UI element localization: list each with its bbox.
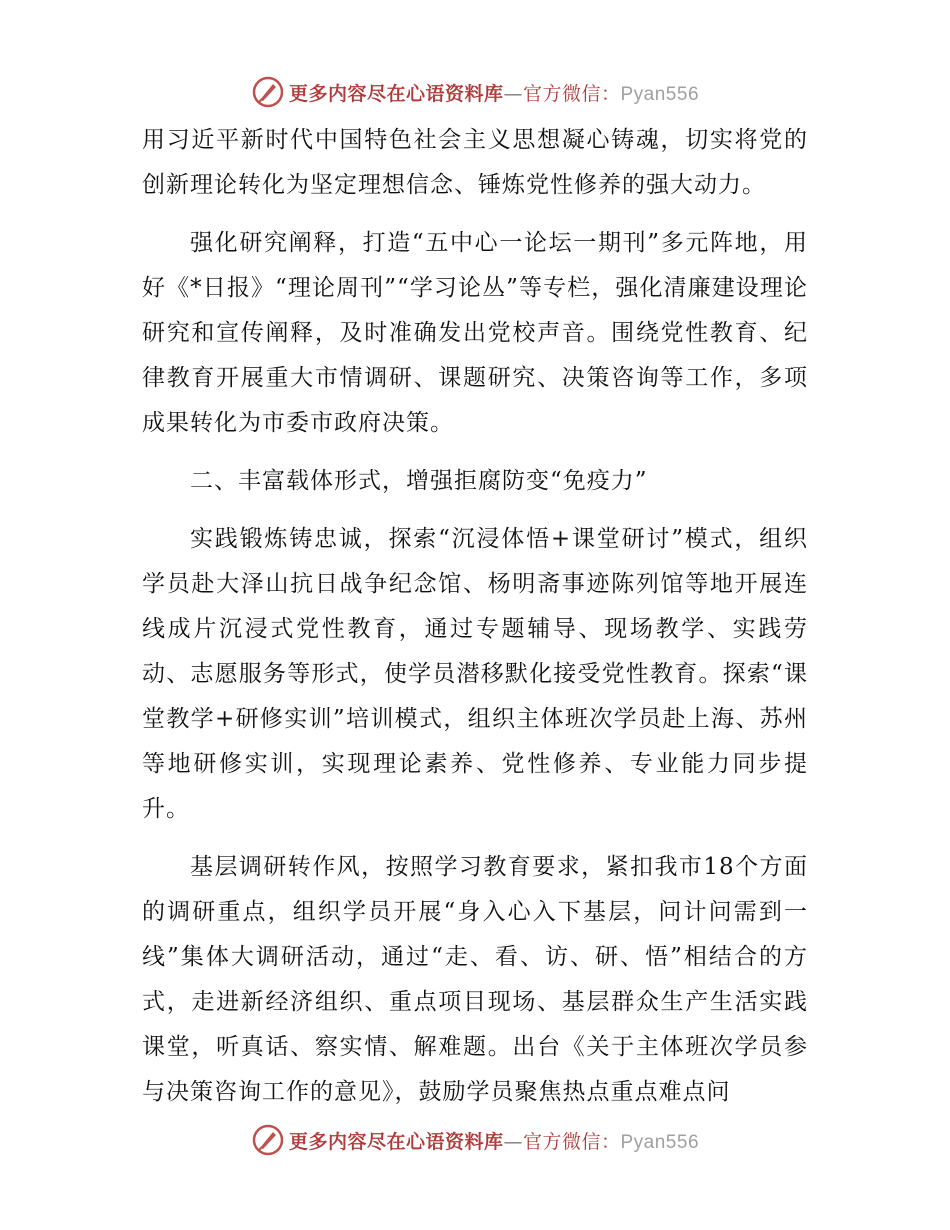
banner-text [289,79,699,106]
quill-circle-logo-icon [251,75,285,109]
quill-circle-logo-icon [251,1123,285,1157]
banner-wechat-label: 官方微信： [522,82,621,105]
paragraph-research: 强化研究阐释，打造“五中心一论坛一期刊”多元阵地，用好《*日报》“理论周刊”“学习论丛”等专栏，强化清廉建设理论研究和宣传阐释，及时准确发出党校声音。围绕党性教育、纪律教育开展重大市情调研、课题研究、决策咨询等工作，多项成果转化为市委市政府决策。 [142,230,808,436]
paragraph-continuation: 用习近平新时代中国特色社会主义思想凝心铸魂，切实将党的创新理论转化为坚定理想信念、锤炼党性修养的强大动力。 [142,127,808,198]
paragraph-grassroots: 基层调研转作风，按照学习教育要求，紧扣我市18个方面的调研重点，组织学员开展“身入心入下基层，问计问需到一线”集体大调研活动，通过“走、看、访、研、悟”相结合的方式，走进新经济组织、重点项目现场、基层群众生产生活实践课堂，听真话、察实情、解难题。出台《关于主体班次学员参与决策咨询工作的意见》，鼓励学员聚焦热点重点难点问 [142,854,808,1105]
banner-slogan: 更多内容尽在心语资料库 [288,1130,504,1153]
document-body [142,118,808,1115]
banner-separator: — [503,1130,523,1153]
header-banner [0,72,950,112]
banner-wechat-id: Pyan556 [620,1131,700,1153]
footer-banner [0,1120,950,1160]
banner-separator: — [503,82,523,105]
section-heading: 二、丰富载体形式，增强拒腐防变“免疫力” [190,468,648,494]
banner-wechat-id: Pyan556 [620,83,700,105]
banner-wechat-label: 官方微信： [522,1130,621,1153]
paragraph-practice: 实践锻炼铸忠诚，探索“沉浸体悟+课堂研讨”模式，组织学员赴大泽山抗日战争纪念馆、杨明斋事迹陈列馆等地开展连线成片沉浸式党性教育，通过专题辅导、现场教学、实践劳动、志愿服务等形式，使学员潜移默化接受党性教育。探索“课堂教学+研修实训”培训模式，组织主体班次学员赴上海、苏州等地研修实训，实现理论素养、党性修养、专业能力同步提升。 [142,526,808,822]
banner-text [289,1127,699,1154]
banner-slogan: 更多内容尽在心语资料库 [288,82,504,105]
